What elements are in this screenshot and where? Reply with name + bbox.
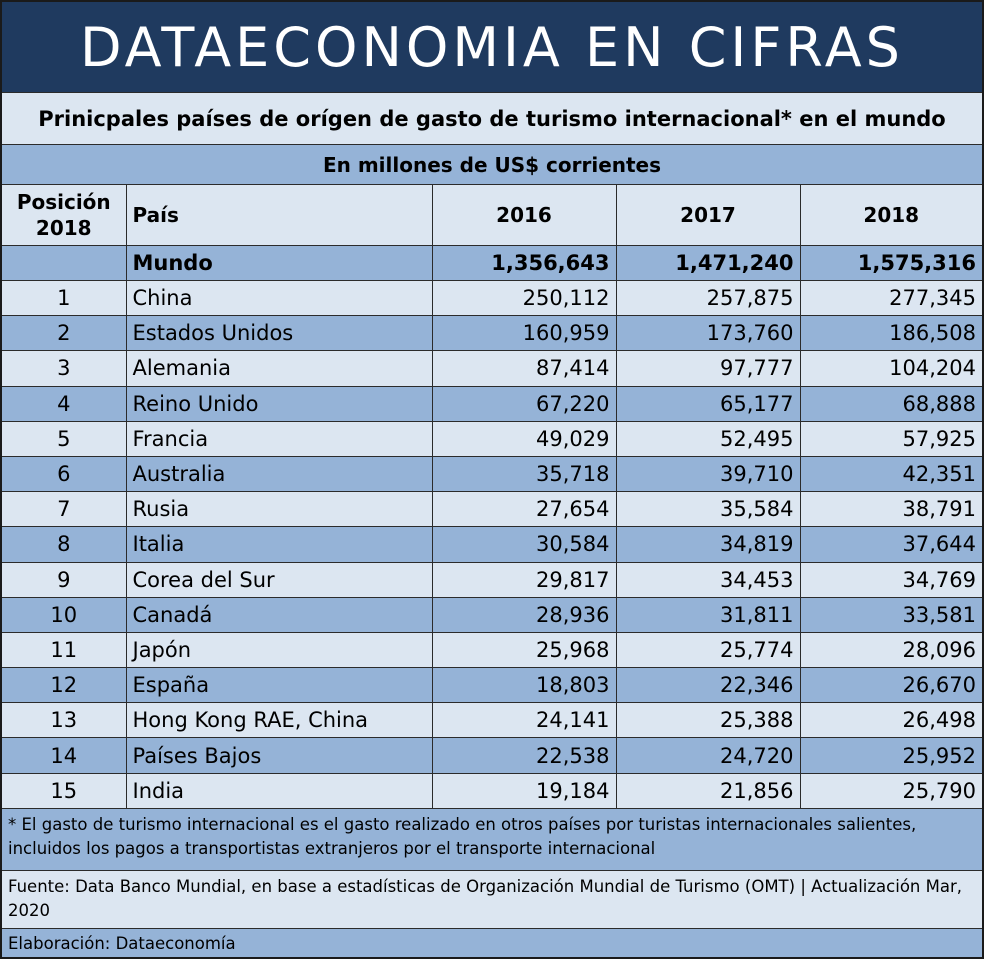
- value-2018-cell: 68,888: [800, 386, 982, 421]
- position-cell: 2: [2, 316, 126, 351]
- table-row: [2, 738, 982, 773]
- position-cell: 5: [2, 421, 126, 456]
- value-2017-cell: 52,495: [616, 421, 800, 456]
- country-cell: España: [126, 668, 432, 703]
- table-row: [2, 456, 982, 491]
- country-cell: Reino Unido: [126, 386, 432, 421]
- position-cell: 15: [2, 773, 126, 808]
- country-cell: Rusia: [126, 492, 432, 527]
- position-cell: 11: [2, 632, 126, 667]
- position-cell: 13: [2, 703, 126, 738]
- value-2016-cell: 25,968: [432, 632, 616, 667]
- value-2016-cell: 250,112: [432, 281, 616, 316]
- country-cell: Japón: [126, 632, 432, 667]
- value-2018-cell: 57,925: [800, 421, 982, 456]
- value-2016-cell: 19,184: [432, 773, 616, 808]
- world-2016-cell: 1,356,643: [432, 246, 616, 281]
- value-2017-cell: 173,760: [616, 316, 800, 351]
- table-row: [2, 316, 982, 351]
- world-2018-cell: 1,575,316: [800, 246, 982, 281]
- value-2018-cell: 34,769: [800, 562, 982, 597]
- tourism-spending-table: [2, 184, 982, 809]
- world-total-row: [2, 246, 982, 281]
- value-2018-cell: 33,581: [800, 597, 982, 632]
- country-cell: Países Bajos: [126, 738, 432, 773]
- header-position-line1: Posición: [16, 190, 111, 214]
- value-2017-cell: 35,584: [616, 492, 800, 527]
- value-2016-cell: 27,654: [432, 492, 616, 527]
- value-2018-cell: 28,096: [800, 632, 982, 667]
- value-2018-cell: 277,345: [800, 281, 982, 316]
- definition-note: * El gasto de turismo internacional es el gasto realizado en otros países por turistas internacionales salientes, incluidos los pagos a transportistas extranjeros por el transporte internacional: [2, 808, 982, 870]
- value-2018-cell: 37,644: [800, 527, 982, 562]
- value-2017-cell: 22,346: [616, 668, 800, 703]
- country-cell: India: [126, 773, 432, 808]
- credit-note: Elaboración: Dataeconomía: [2, 928, 982, 957]
- value-2017-cell: 34,819: [616, 527, 800, 562]
- value-2018-cell: 26,670: [800, 668, 982, 703]
- table-row: [2, 421, 982, 456]
- position-cell: 1: [2, 281, 126, 316]
- value-2017-cell: 31,811: [616, 597, 800, 632]
- country-rows: [2, 281, 982, 809]
- value-2017-cell: 25,388: [616, 703, 800, 738]
- value-2017-cell: 65,177: [616, 386, 800, 421]
- value-2016-cell: 22,538: [432, 738, 616, 773]
- value-2016-cell: 67,220: [432, 386, 616, 421]
- value-2018-cell: 42,351: [800, 456, 982, 491]
- position-cell: 10: [2, 597, 126, 632]
- value-2017-cell: 24,720: [616, 738, 800, 773]
- table-row: [2, 281, 982, 316]
- value-2017-cell: 21,856: [616, 773, 800, 808]
- value-2018-cell: 25,790: [800, 773, 982, 808]
- country-cell: Corea del Sur: [126, 562, 432, 597]
- table-row: [2, 562, 982, 597]
- value-2016-cell: 87,414: [432, 351, 616, 386]
- position-cell: 4: [2, 386, 126, 421]
- world-position-cell: [2, 246, 126, 281]
- header-2018: 2018: [800, 185, 982, 246]
- position-cell: 3: [2, 351, 126, 386]
- value-2016-cell: 24,141: [432, 703, 616, 738]
- table-row: [2, 632, 982, 667]
- country-cell: Francia: [126, 421, 432, 456]
- position-cell: 6: [2, 456, 126, 491]
- table-row: [2, 386, 982, 421]
- header-country: País: [126, 185, 432, 246]
- table-subtitle: Prinicpales países de orígen de gasto de turismo internacional* en el mundo: [2, 92, 982, 144]
- position-cell: 8: [2, 527, 126, 562]
- value-2016-cell: 28,936: [432, 597, 616, 632]
- country-cell: Estados Unidos: [126, 316, 432, 351]
- value-2016-cell: 49,029: [432, 421, 616, 456]
- country-cell: Italia: [126, 527, 432, 562]
- table-row: [2, 597, 982, 632]
- world-country-cell: Mundo: [126, 246, 432, 281]
- table-row: [2, 492, 982, 527]
- header-position: [2, 185, 126, 246]
- country-cell: Australia: [126, 456, 432, 491]
- value-2018-cell: 104,204: [800, 351, 982, 386]
- table-row: [2, 668, 982, 703]
- value-2018-cell: 186,508: [800, 316, 982, 351]
- units-caption: En millones de US$ corrientes: [2, 144, 982, 184]
- position-cell: 12: [2, 668, 126, 703]
- position-cell: 7: [2, 492, 126, 527]
- header-position-line2: 2018: [35, 216, 92, 240]
- country-cell: Canadá: [126, 597, 432, 632]
- value-2018-cell: 26,498: [800, 703, 982, 738]
- value-2016-cell: 18,803: [432, 668, 616, 703]
- position-cell: 14: [2, 738, 126, 773]
- value-2016-cell: 160,959: [432, 316, 616, 351]
- table-row: [2, 703, 982, 738]
- value-2018-cell: 38,791: [800, 492, 982, 527]
- table-header-row: [2, 185, 982, 246]
- country-cell: China: [126, 281, 432, 316]
- value-2017-cell: 97,777: [616, 351, 800, 386]
- table-row: [2, 527, 982, 562]
- value-2016-cell: 30,584: [432, 527, 616, 562]
- value-2017-cell: 39,710: [616, 456, 800, 491]
- value-2017-cell: 25,774: [616, 632, 800, 667]
- country-cell: Hong Kong RAE, China: [126, 703, 432, 738]
- source-note: Fuente: Data Banco Mundial, en base a estadísticas de Organización Mundial de Turismo (OMT) | Actualización Mar, 2020: [2, 870, 982, 928]
- value-2018-cell: 25,952: [800, 738, 982, 773]
- value-2016-cell: 35,718: [432, 456, 616, 491]
- table-row: [2, 773, 982, 808]
- header-2016: 2016: [432, 185, 616, 246]
- country-cell: Alemania: [126, 351, 432, 386]
- value-2017-cell: 34,453: [616, 562, 800, 597]
- banner-title: DATAECONOMIA EN CIFRAS: [2, 2, 982, 92]
- table-row: [2, 351, 982, 386]
- value-2017-cell: 257,875: [616, 281, 800, 316]
- position-cell: 9: [2, 562, 126, 597]
- header-2017: 2017: [616, 185, 800, 246]
- value-2016-cell: 29,817: [432, 562, 616, 597]
- world-2017-cell: 1,471,240: [616, 246, 800, 281]
